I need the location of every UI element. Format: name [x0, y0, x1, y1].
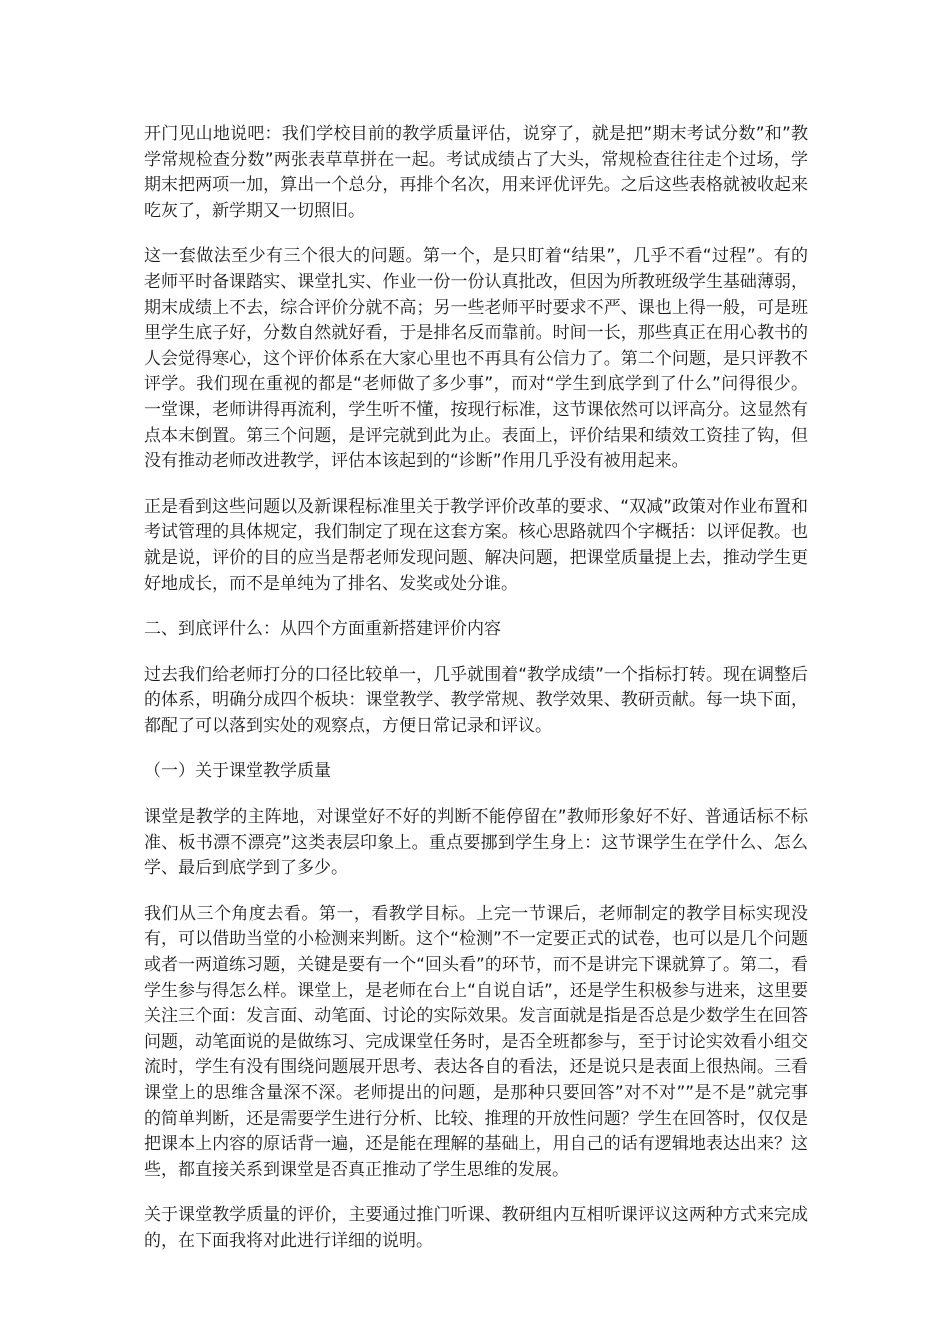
- section-heading-2: 二、到底评什么：从四个方面重新搭建评价内容: [144, 619, 501, 640]
- paragraph-classroom: 课堂是教学的主阵地，对课堂好不好的判断不能停留在”教师形象好不好、普通话标不标准、板书漂不漂亮”这类表层印象上。重点要挪到学生身上：这节课学生在学什么、怎么学、最后到底学到了多少。: [144, 807, 808, 879]
- document-page: [144, 122, 808, 1275]
- paragraph-approach: 正是看到这些问题以及新课程标准里关于教学评价改革的要求、“双减”政策对作业布置和考试管理的具体规定，我们制定了现在这套方案。核心思路就四个字概括：以评促教。也就是说，评价的目的应当是帮老师发现问题、解决问题，把课堂质量提上去，推动学生更好地成长，而不是单纯为了排名、发奖或处分谁。: [144, 496, 808, 594]
- paragraph-methods: 关于课堂教学质量的评价，主要通过推门听课、教研组内互相听课评议这两种方式来完成的，在下面我将对此进行详细的说明。: [144, 1205, 808, 1251]
- paragraph-three-angles: 我们从三个角度去看。第一，看教学目标。上完一节课后，老师制定的教学目标实现没有，可以借助当堂的小检测来判断。这个“检测”不一定要正式的试卷，也可以是几个问题或者一两道练习题，关键是要有一个“回头看”的环节，而不是讲完下课就算了。第二，看学生参与得怎么样。课堂上，是老师在台上“自说自话”，还是学生积极参与进来，这里要关注三个面：发言面、动笔面、讨论的实际效果。发言面就是指是否总是少数学生在回答问题，动笔面说的是做练习、完成课堂任务时，是否全班都参与，至于讨论实效看小组交流时，学生有没有围绕问题展开思考、表达各自的看法，还是说只是表面上很热闹。三看课堂上的思维含量深不深。老师提出的问题，是那种只要回答”对不对””是不是”就完事的简单判断，还是需要学生进行分析、比较、推理的开放性问题？学生在回答时，仅仅是把课本上内容的原话背一遍，还是能在理解的基础上，用自己的话有逻辑地表达出来？这些，都直接关系到课堂是否真正推动了学生思维的发展。: [144, 903, 808, 1180]
- subsection-heading-1: （一）关于课堂教学质量: [144, 761, 331, 782]
- paragraph-intro: 开门见山地说吧：我们学校目前的教学质量评估，说穿了，就是把”期末考试分数”和”教学常规检查分数”两张表草草拼在一起。考试成绩占了大头，常规检查往往走个过场，学期末把两项一加，算出一个总分，再排个名次，用来评优评先。之后这些表格就被收起来吃灰了，新学期又一切照旧。: [144, 124, 808, 221]
- paragraph-four-areas: 过去我们给老师打分的口径比较单一，几乎就围着“教学成绩”一个指标打转。现在调整后的体系，明确分成四个板块：课堂教学、教学常规、教学效果、教研贡献。每一块下面，都配了可以落到实处的观察点，方便日常记录和评议。: [144, 664, 808, 736]
- paragraph-problems: 这一套做法至少有三个很大的问题。第一个，是只盯着“结果”，几乎不看“过程”。有的老师平时备课踏实、课堂扎实、作业一份一份认真批改，但因为所教班级学生基础薄弱，期末成绩上不去，综合评价分就不高；另一些老师平时要求不严、课也上得一般，可是班里学生底子好，分数自然就好看，于是排名反而靠前。时间一长，那些真正在用心教书的人会觉得寒心，这个评价体系在大家心里也不再具有公信力了。第二个问题，是只评教不评学。我们现在重视的都是“老师做了多少事”，而对“学生到底学到了什么”问得很少。一堂课，老师讲得再流利，学生听不懂，按现行标准，这节课依然可以评高分。这显然有点本末倒置。第三个问题，是评完就到此为止。表面上，评价结果和绩效工资挂了钩，但没有推动老师改进教学，评估本该起到的“诊断”作用几乎没有被用起来。: [144, 246, 808, 472]
